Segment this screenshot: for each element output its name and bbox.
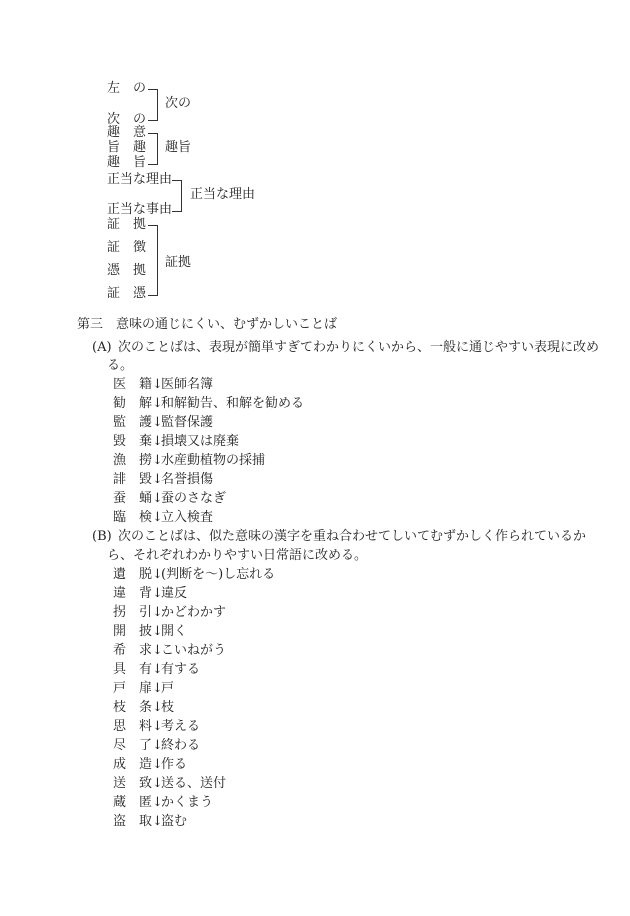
term: 蚕 蛹: [113, 491, 153, 506]
term: 希 求: [113, 643, 153, 658]
group-result: 証拠: [165, 255, 192, 270]
arrow-down-icon: ↓: [152, 643, 163, 658]
group-term: 次 の: [107, 112, 147, 127]
replacement: 監督保護: [161, 415, 214, 430]
list-item: [113, 776, 226, 792]
list-item: [113, 586, 187, 602]
replacement: かどわかす: [161, 605, 227, 620]
replacement: 和解勧告、和解を勧める: [161, 396, 305, 411]
bracket: [172, 180, 182, 212]
list-item: [113, 453, 265, 469]
term: 具 有: [113, 662, 153, 677]
term: 遺 脱: [113, 567, 153, 582]
arrow-down-icon: ↓: [152, 757, 163, 772]
arrow-down-icon: ↓: [152, 738, 163, 753]
replacement: 違反: [161, 586, 188, 601]
list-item: [113, 605, 226, 621]
arrow-down-icon: ↓: [152, 814, 163, 829]
arrow-down-icon: ↓: [152, 396, 163, 411]
list-item: [113, 491, 226, 507]
group-term: 証 拠: [107, 217, 147, 232]
replacement: 水産動植物の採捕: [161, 453, 266, 468]
list-item: [113, 662, 200, 678]
arrow-down-icon: ↓: [152, 586, 163, 601]
group-term: 証 徴: [107, 240, 147, 255]
replacement: (判断を～)し忘れる: [161, 567, 276, 582]
term: 戸 扉: [113, 681, 153, 696]
part-a-text: 次のことばは、表現が簡単すぎてわかりにくいから、一般に通じやすい表現に改め: [118, 340, 600, 355]
term: 盗 取: [113, 814, 153, 829]
group-term: 左 の: [107, 81, 147, 96]
bracket: [148, 89, 158, 121]
term: 思 料: [113, 719, 153, 734]
arrow-down-icon: ↓: [152, 681, 163, 696]
bracket: [148, 133, 158, 165]
list-item: [113, 757, 187, 773]
replacement: 戸: [161, 681, 175, 696]
term: 蔵 匿: [113, 795, 153, 810]
list-item: [113, 738, 200, 754]
group-result: 次の: [165, 96, 192, 111]
replacement: 開く: [161, 624, 188, 639]
group-result: 趣旨: [165, 140, 192, 155]
arrow-down-icon: ↓: [152, 415, 163, 430]
arrow-down-icon: ↓: [152, 472, 163, 487]
replacement: かくまう: [161, 795, 214, 810]
term: 臨 検: [113, 510, 153, 525]
arrow-down-icon: ↓: [152, 795, 163, 810]
part-b-text: ら、それぞれわかりやすい日常語に改める。: [107, 548, 368, 563]
part-a-label: (A): [92, 340, 112, 355]
arrow-down-icon: ↓: [152, 453, 163, 468]
arrow-down-icon: ↓: [152, 624, 163, 639]
section-title: 第三 意味の通じにくい、むずかしいことば: [77, 317, 338, 332]
arrow-down-icon: ↓: [152, 510, 163, 525]
group-term: 正当な事由: [107, 202, 173, 217]
arrow-down-icon: ↓: [152, 605, 163, 620]
replacement: 送る、送付: [161, 776, 227, 791]
replacement: 医師名簿: [161, 377, 214, 392]
part-a-text: る。: [107, 358, 134, 373]
list-item: [113, 814, 187, 830]
replacement: 有する: [161, 662, 201, 677]
list-item: [113, 643, 226, 659]
term: 開 披: [113, 624, 153, 639]
term: 漁 撈: [113, 453, 153, 468]
term: 監 護: [113, 415, 153, 430]
replacement: 損壊又は廃棄: [161, 434, 240, 449]
group-term: 趣 旨: [107, 155, 147, 170]
list-item: [113, 377, 213, 393]
replacement: こいねがう: [161, 643, 227, 658]
term: 医 籍: [113, 377, 153, 392]
list-item: [113, 567, 275, 583]
list-item: [113, 415, 213, 431]
arrow-down-icon: ↓: [152, 567, 163, 582]
part-b-text: 次のことばは、似た意味の漢字を重ね合わせてしいてむずかしく作られているか: [118, 529, 587, 544]
replacement: 作る: [161, 757, 188, 772]
term: 違 背: [113, 586, 153, 601]
replacement: 考える: [161, 719, 201, 734]
list-item: [113, 624, 187, 640]
group-term: 正当な理由: [107, 172, 173, 187]
bracket: [148, 225, 158, 296]
replacement: 立入検査: [161, 510, 214, 525]
replacement: 盗む: [161, 814, 188, 829]
replacement: 蚕のさなぎ: [161, 491, 227, 506]
term: 拐 引: [113, 605, 153, 620]
term: 毀 棄: [113, 434, 153, 449]
list-item: [113, 700, 174, 716]
term: 誹 毀: [113, 472, 153, 487]
arrow-down-icon: ↓: [152, 719, 163, 734]
arrow-down-icon: ↓: [152, 776, 163, 791]
group-term: 趣 意: [107, 125, 147, 140]
replacement: 終わる: [161, 738, 201, 753]
term: 勧 解: [113, 396, 153, 411]
term: 枝 条: [113, 700, 153, 715]
list-item: [113, 795, 213, 811]
list-item: [113, 719, 200, 735]
list-item: [113, 396, 304, 412]
term: 成 造: [113, 757, 153, 772]
list-item: [113, 472, 213, 488]
list-item: [113, 681, 174, 697]
group-term: 旨 趣: [107, 140, 147, 155]
arrow-down-icon: ↓: [152, 700, 163, 715]
replacement: 名誉損傷: [161, 472, 214, 487]
group-term: 憑 拠: [107, 263, 147, 278]
part-b-label: (B): [92, 529, 112, 544]
arrow-down-icon: ↓: [152, 434, 163, 449]
group-result: 正当な理由: [190, 187, 256, 202]
replacement: 枝: [161, 700, 175, 715]
term: 尽 了: [113, 738, 153, 753]
arrow-down-icon: ↓: [152, 491, 163, 506]
arrow-down-icon: ↓: [152, 377, 163, 392]
list-item: [113, 434, 239, 450]
term: 送 致: [113, 776, 153, 791]
group-term: 証 憑: [107, 286, 147, 301]
list-item: [113, 510, 213, 526]
arrow-down-icon: ↓: [152, 662, 163, 677]
